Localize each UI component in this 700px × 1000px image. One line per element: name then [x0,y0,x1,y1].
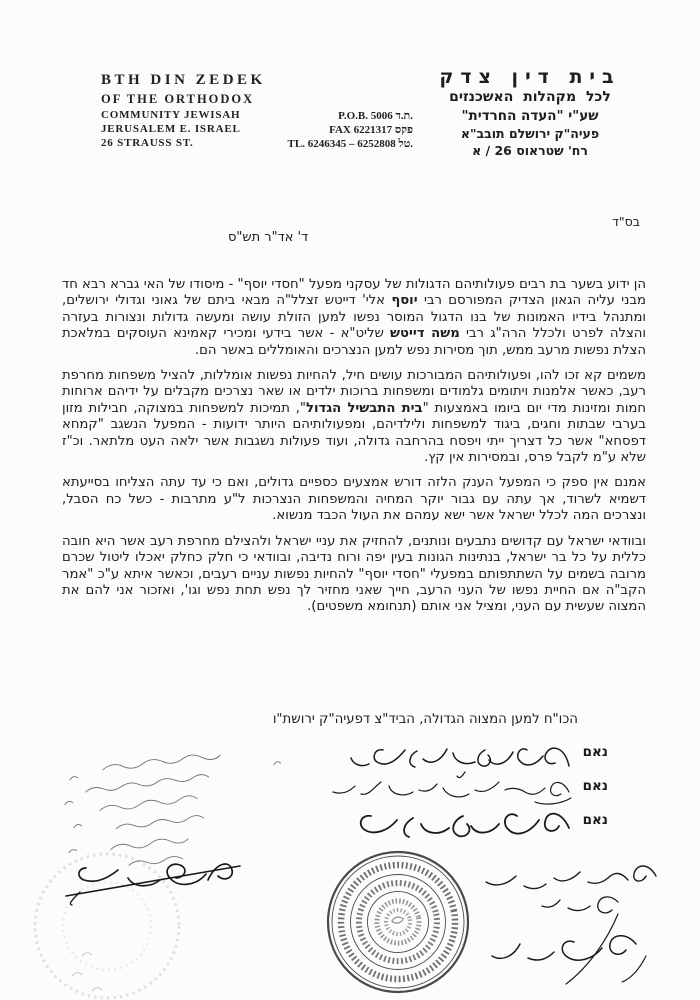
faint-stamp [22,846,192,1000]
handwritten-signature-icon [325,770,577,808]
body-paragraph: ובוודאי ישראל עם קדושים נתבעים ונותנים, להחזיק את עניי ישראל ולהצילם מחרפת רעב אשר היא חובה כללית על כל בר ישראל, בנתינות הגונות בעין יפה ורוח נדיבה, ובוודאי כי חלק כחלק יאכלו ליטול שכרם מרובה בשמים על השתתפותם במפעלי "חסדי יוסף" להחיות נפשות עניים רעבים, וכאשר איתא ע"כ "אמר הקב"ה אם החיית נפשו של העני הרעב, חייך שאני מחזיר לך נפש תחת נפש וגו', ואזכור אני להם את המצוה שעשית עם העני, ומציל אני אותם (תנחומא משפטים). [62,533,646,615]
naam-label: נאם [582,812,608,828]
handwritten-signatures-cluster [468,858,673,993]
letterhead-contact [255,108,413,150]
closing-line: הכו"ח למען המצוה הגדולה, הביד"צ דפעיה"ק ירושת"ו [272,712,578,727]
rabbinical-court-stamp [322,846,474,998]
signature-row [345,804,608,846]
org-name-english: BTH DIN ZEDEK [101,72,266,88]
naam-label: נאם [582,778,608,794]
date-line: ד' אד"ר תש"ס [228,230,309,245]
body-paragraph: הן ידוע בשער בת רבים פעולותיהם הדגולות של עסקני מפעל "חסדי יוסף" - מיסודו של האי גברא רבא חד מבני עליה הגאון הצדיק המפורסם רבי יוסף אלי' דייטש זצלל"ה מבאי ביתם של גאוני וגדולי ירושלים, ומתנהל בידיו האמונות של בנו הדגול המוסר נפשו למען הזולת עושה ומעשה גדולות ונצורות בעזרה והצלה לפרט ולכלל הרה"ג רבי משה דייטש שליט"א - אשר בידעי ומכירי קאמינא העוסקים במלאכת הצלת נפשות מרעב ממש, תוך מסירות נפש למען הנצרכים והאומללים באשר הם. [62,277,647,358]
org-address-english: 26 STRAUSS ST. [101,137,194,149]
body-paragraphs [62,277,646,616]
letterhead-hebrew [405,66,655,158]
tel-line: TL. 6246345 – 6252808 טל. [287,138,413,150]
body-paragraph: אמנם אין ספק כי המפעל הענק הלזה דורש אמצעים כספיים גדולים, ואם כי עד עתה הצליחו בסייעתא דשמיא לשרוד, אך עתה עם גבור יוקר המחיה והמשפחות הנצרכות ל"ע מתרבות - כשל כח הסבל, ונצרכים המה לכלל ישראל אשר ישא עמהם את העול הכבד מנשוא. [62,475,646,524]
org-hebrew-line-2: לכל מקהלות האשכנזים [449,89,611,105]
org-hebrew-line-4: פעיה"ק ירושלם תובב"א [460,126,600,141]
org-address-hebrew: רח' שטראוס 26 / א [472,143,588,158]
pob-line: P.O.B. 5006 ת.ד. [338,110,413,122]
org-line-2: OF THE ORTHODOX [101,92,255,106]
fax-line: FAX 6221317 פקס [329,124,413,136]
org-line-3: COMMUNITY JEWISAH [101,109,241,121]
org-line-4: JERUSALEM E. ISRAEL [101,123,241,135]
naam-label: נאם [582,744,608,760]
body-paragraph: משמים קא זכו להו, ופעולותיהם המבורכות עושים חיל, להחיות נפשות אומללות, להציל משפחות מחרפת רעב, כאשר אלמנות ויתומים גלמודים ומשפחות ברוכות ילדים או שאר נצרכים מקבלים על ידיהם ארוחות חמות ומזינות מדי יום ביומו באמצעות "בית התבשיל הגדול", תמיכות למשפחות במצוקה, חבילות מזון בערבי שבתות וחגים, ביגוד למשפחות ולילדיהם, ומפעולותיהם היותר ידועות - המפעל הנשגב "קמחא דפסחא" אשר כל דצריך ייתי ויפסח בהרחבה גדולה, ועוד פעולות נשגבות אשר ילאה העט מלתאר. וכ"ז שלא ע"מ לקבל פרס, ובמסירות אין קץ. [62,368,646,466]
handwritten-signature-icon [345,804,577,846]
signature-row [325,770,608,808]
org-hebrew-line-3: שע"י "העדה החרדית" [461,108,599,124]
bsd-mark: בס"ד [612,214,640,229]
org-name-hebrew: בית דין צדק [439,66,621,88]
